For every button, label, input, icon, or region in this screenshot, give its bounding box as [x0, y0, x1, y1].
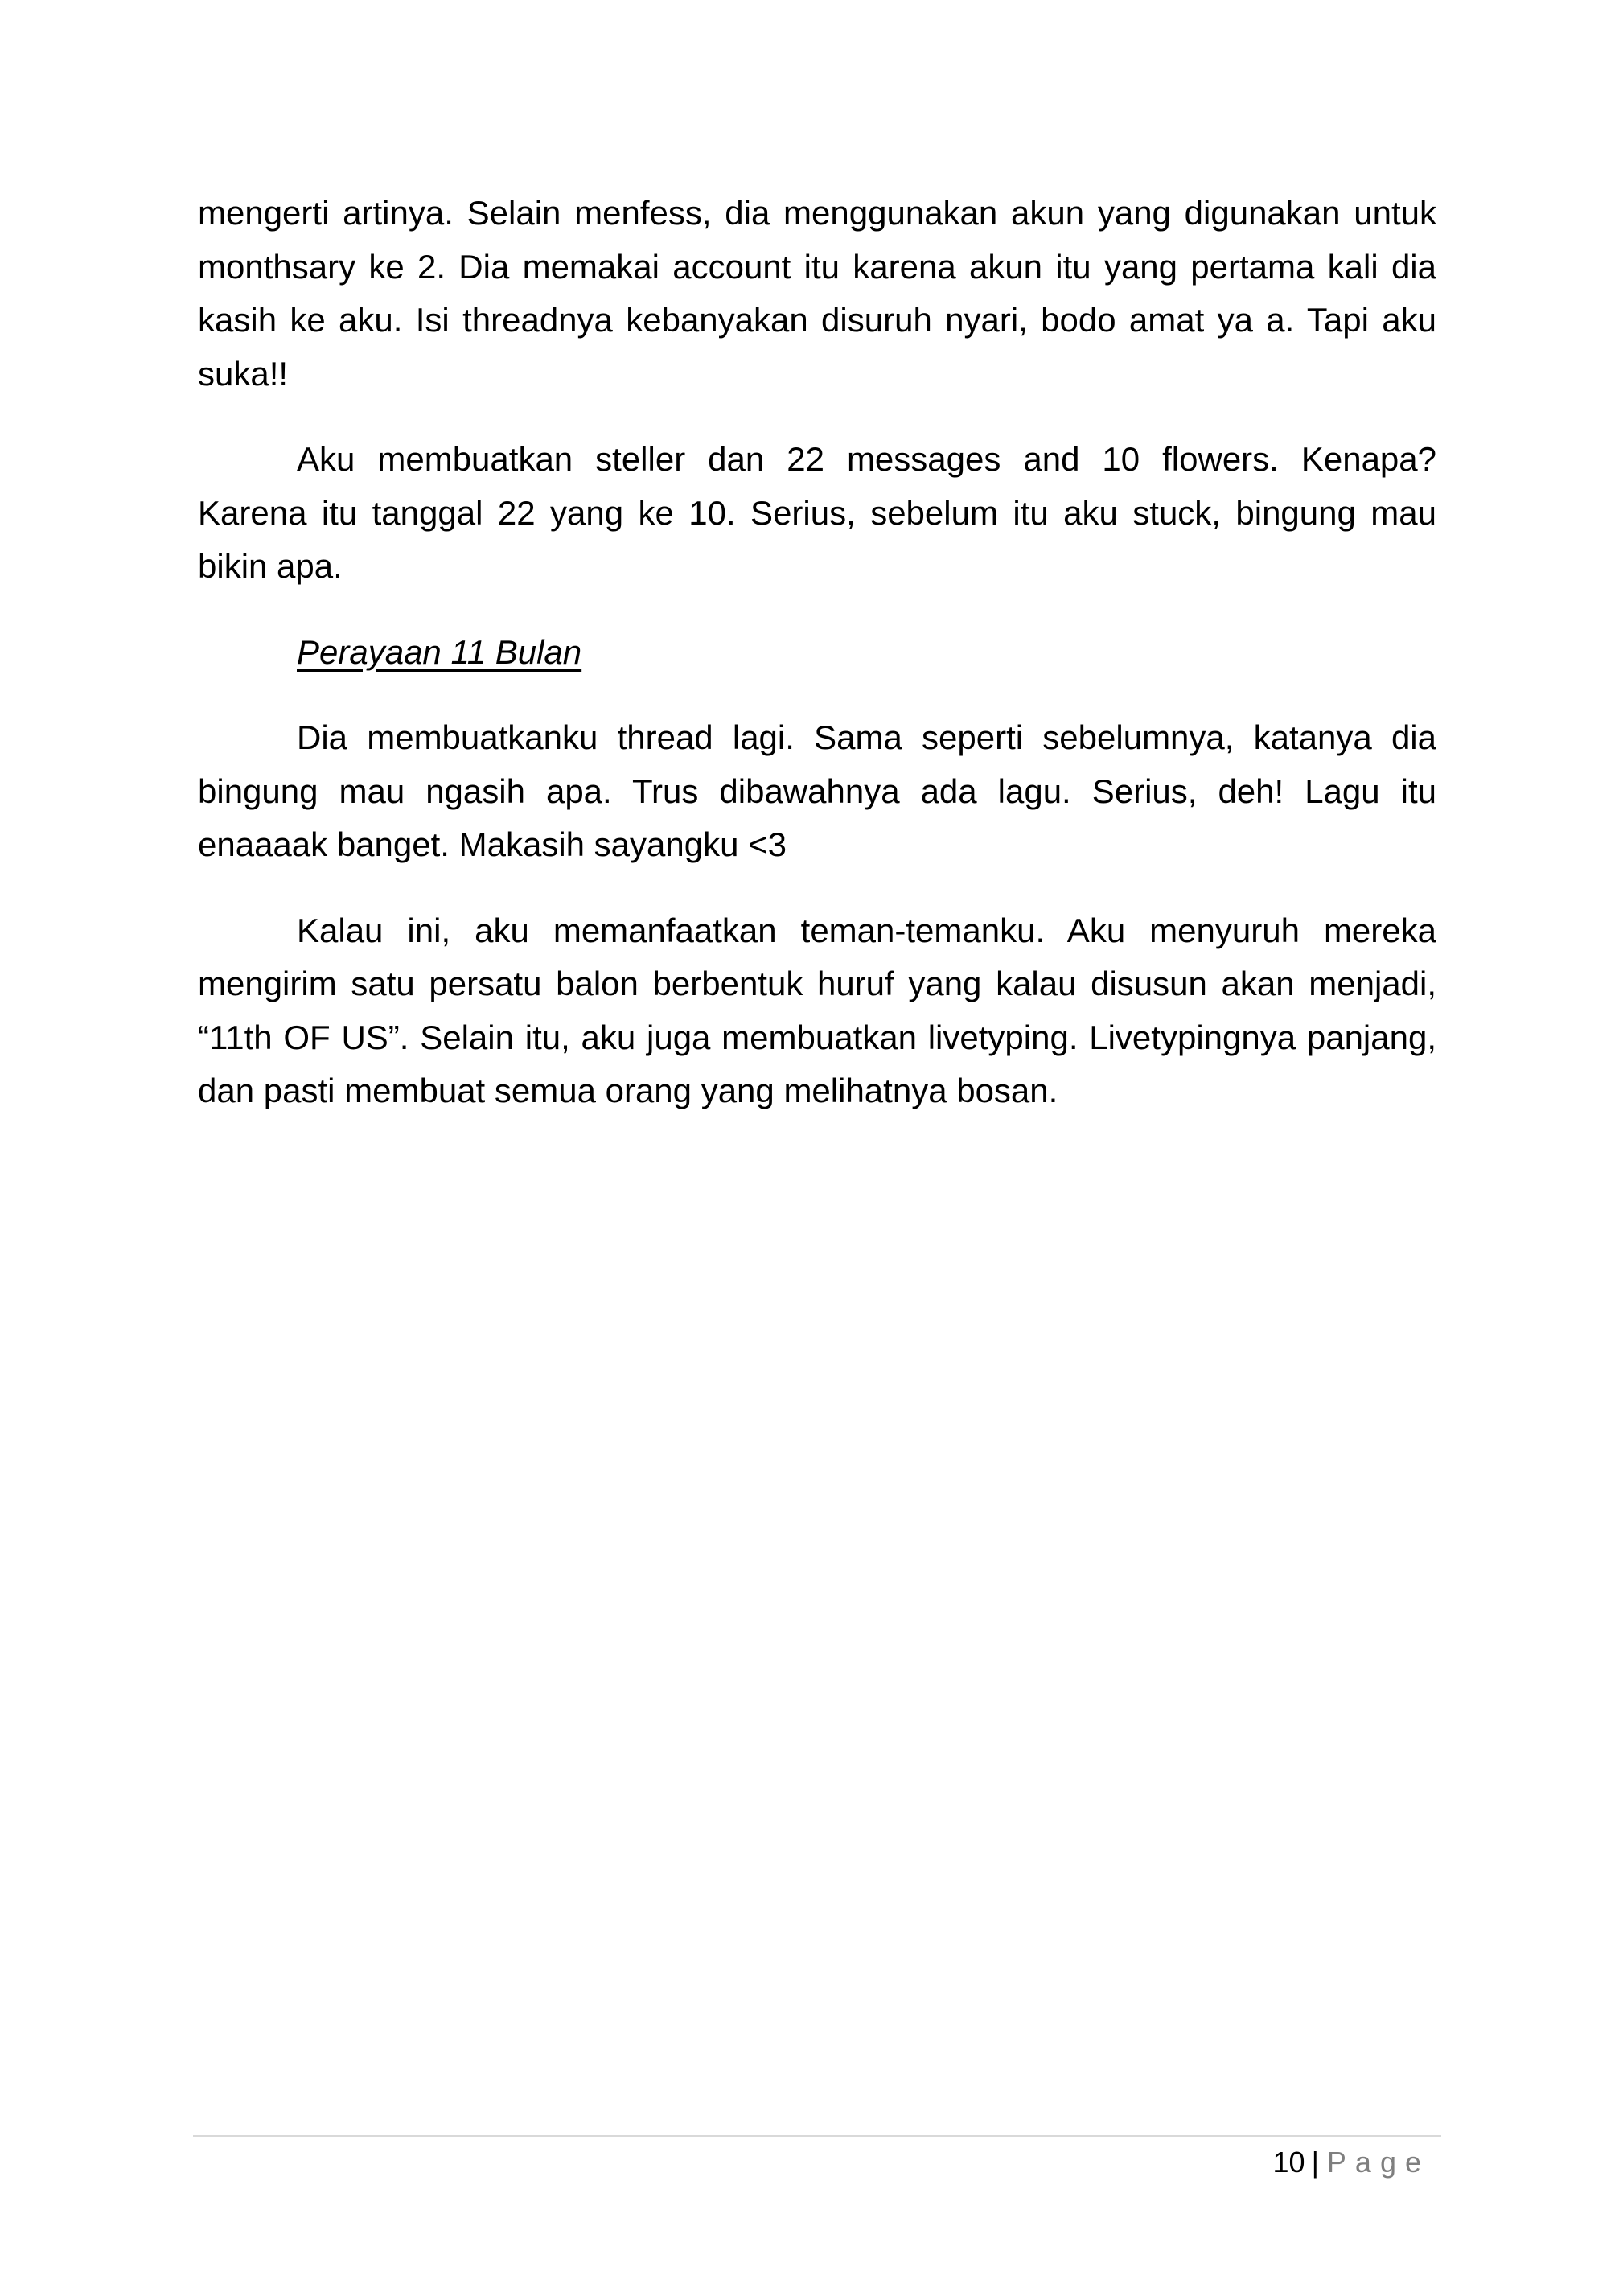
paragraph-steller: Aku membuatkan steller dan 22 messages and 10 flowers. Kenapa? Karena itu tanggal 22 yang ke 10. Serius, sebelum itu aku stuck, bingung mau bikin apa.: [198, 440, 1436, 585]
page-footer: [1273, 2140, 1430, 2185]
page-label: Page: [1326, 2146, 1430, 2179]
paragraph-thread: Dia membuatkanku thread lagi. Sama seperti sebelumnya, katanya dia bingung mau ngasih apa. Trus dibawahnya ada lagu. Serius, deh! Lagu itu enaaaak banget. Makasih sayangku <3: [198, 718, 1436, 863]
footer-separator: |: [1311, 2146, 1319, 2179]
page-number: 10: [1272, 2146, 1305, 2179]
page-body: [198, 187, 1436, 1150]
section-heading: Perayaan 11 Bulan: [297, 632, 582, 671]
paragraph-balloons: Kalau ini, aku memanfaatkan teman-temanku. Aku menyuruh mereka mengirim satu persatu balon berbentuk huruf yang kalau disusun akan menjadi, “11th OF US”. Selain itu, aku juga membuatkan livetyping. Livetypingnya panjang, dan pasti membuat semua orang yang melihatnya bosan.: [198, 911, 1436, 1109]
footer-divider: [193, 2135, 1441, 2137]
paragraph-continuation: mengerti artinya. Selain menfess, dia menggunakan akun yang digunakan untuk monthsary ke 2. Dia memakai account itu karena akun itu yang pertama kali dia kasih ke aku. Isi threadnya kebanyakan disuruh nyari, bodo amat ya a. Tapi aku suka!!: [198, 194, 1436, 393]
